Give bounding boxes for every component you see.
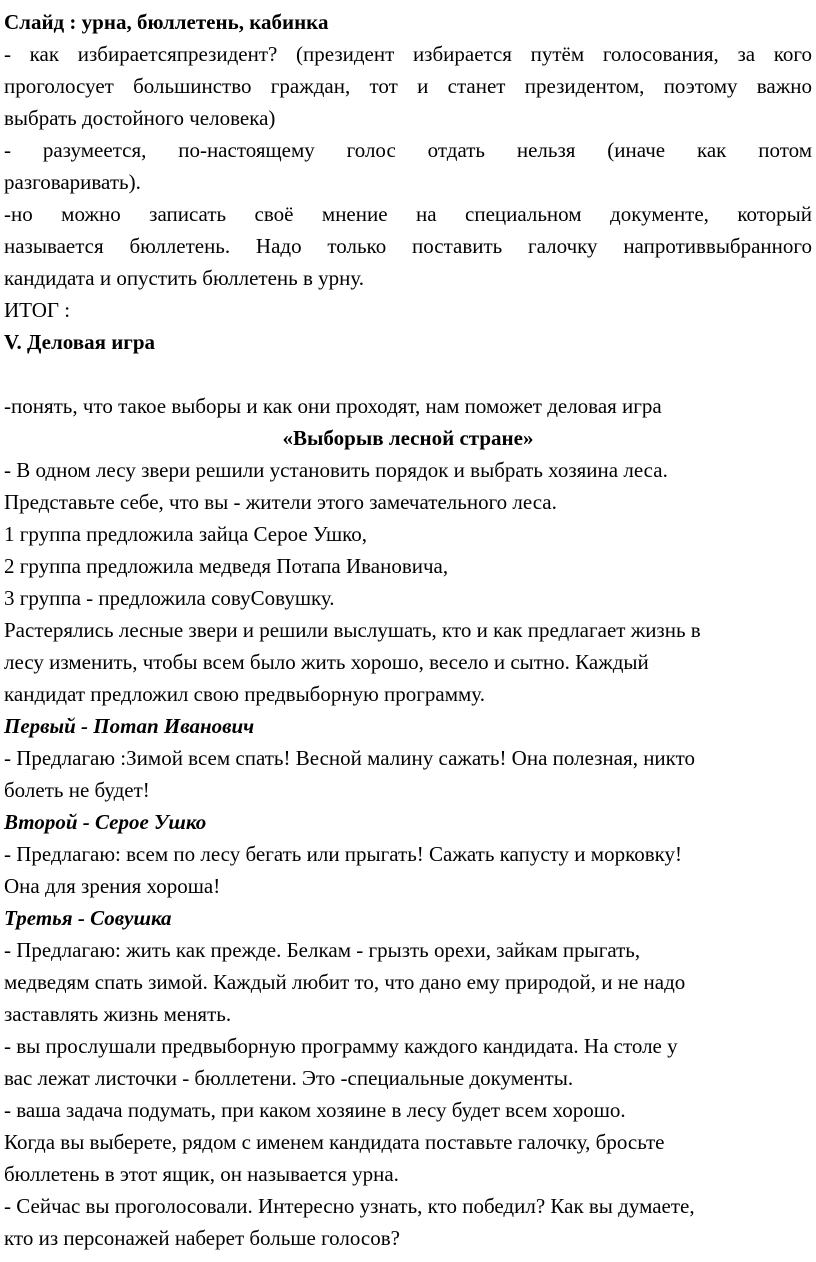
text-line: -понять, что такое выборы и как они проходят, нам поможет деловая игра (4, 394, 662, 418)
text-line: - Предлагаю: жить как прежде. Белкам - грызть орехи, зайкам прыгать, (4, 938, 641, 962)
text-line: Растерялись лесные звери и решили выслушать, кто и как предлагает жизнь в (4, 618, 701, 642)
text-line: - вы прослушали предвыборную программу каждого кандидата. На столе у (4, 1034, 678, 1058)
text-line: Она для зрения хороша! (4, 874, 221, 898)
paragraph-line: - как избираетсяпрезидент? (президент избирается путём голосования, за кого (4, 42, 812, 66)
text-line: лесу изменить, чтобы всем было жить хорошо, весело и сытно. Каждый (4, 650, 649, 674)
blank-line (4, 358, 812, 390)
paragraph-line: называется бюллетень. Надо только поставить галочку напротиввыбранного (4, 234, 812, 258)
paragraph-line: проголосует большинство граждан, тот и станет президентом, поэтому важно (4, 74, 812, 98)
text-line: 1 группа предложила зайца Серое Ушко, (4, 522, 368, 546)
text-line: заставлять жизнь менять. (4, 1002, 232, 1026)
text-line: выбрать достойного человека) (4, 106, 276, 130)
text-line: 2 группа предложила медведя Потапа Ивановича, (4, 554, 449, 578)
heading: Слайд : урна, бюллетень, кабинка (4, 10, 329, 34)
text-line: ИТОГ : (4, 298, 71, 322)
text-line: кто из персонажей наберет больше голосов? (4, 1226, 400, 1250)
heading: V. Деловая игра (4, 330, 156, 354)
text-line: 3 группа - предложила совуСовушку. (4, 586, 335, 610)
text-line: вас лежат листочки - бюллетени. Это -специальные документы. (4, 1066, 574, 1090)
paragraph-line: - разумеется, по-настоящему голос отдать нельзя (иначе как потом (4, 138, 812, 162)
candidate-heading: Второй - Серое Ушко (4, 810, 207, 834)
text-line: кандидат предложил свою предвыборную программу. (4, 682, 485, 706)
text-line: - ваша задача подумать, при каком хозяине в лесу будет всем хорошо. (4, 1098, 626, 1122)
text-line: разговаривать). (4, 170, 141, 194)
text-line: - Предлагаю :Зимой всем спать! Весной малину сажать! Она полезная, никто (4, 746, 695, 770)
document-body (4, 6, 812, 1254)
text-line: - В одном лесу звери решили установить порядок и выбрать хозяина леса. (4, 458, 668, 482)
text-line: болеть не будет! (4, 778, 150, 802)
text-line: - Предлагаю: всем по лесу бегать или прыгать! Сажать капусту и морковку! (4, 842, 683, 866)
text-line: медведям спать зимой. Каждый любит то, что дано ему природой, и не надо (4, 970, 686, 994)
text-line: кандидата и опустить бюллетень в урну. (4, 266, 365, 290)
candidate-heading: Первый - Потап Иванович (4, 714, 255, 738)
text-line: бюллетень в этот ящик, он называется урна. (4, 1162, 399, 1186)
paragraph-line: -но можно записать своё мнение на специальном документе, который (4, 202, 812, 226)
candidate-heading: Третья - Совушка (4, 906, 172, 930)
text-line: Представьте себе, что вы - жители этого замечательного леса. (4, 490, 557, 514)
text-line: - Сейчас вы проголосовали. Интересно узнать, кто победил? Как вы думаете, (4, 1194, 695, 1218)
text-line: Когда вы выберете, рядом с именем кандидата поставьте галочку, бросьте (4, 1130, 665, 1154)
game-title: «Выборыв лесной стране» (282, 426, 534, 450)
